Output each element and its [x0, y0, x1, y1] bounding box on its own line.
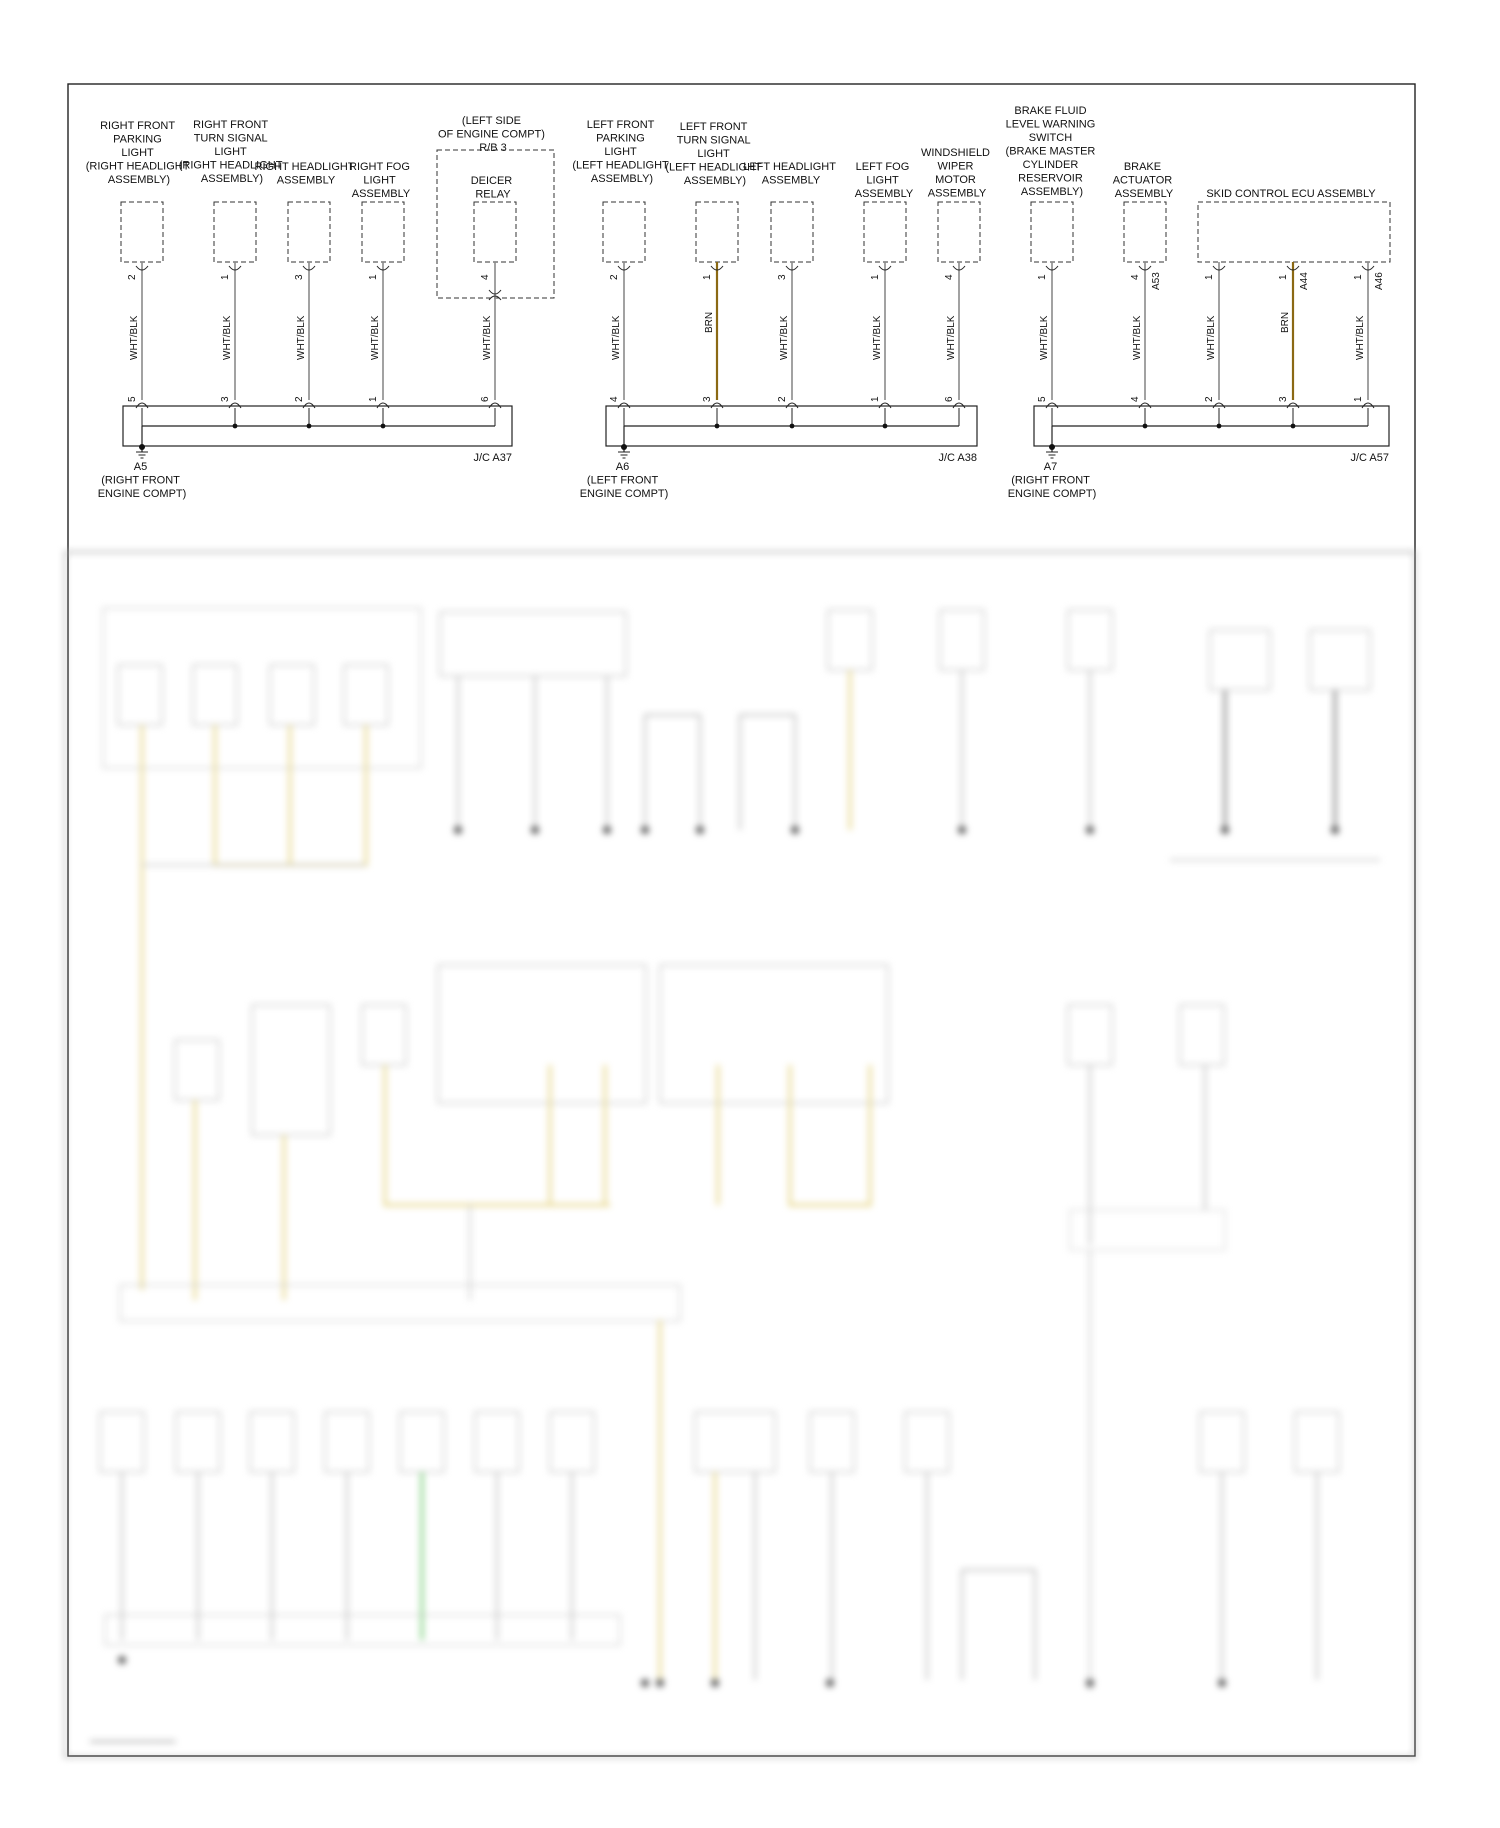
- component-brake-actuator-assembly: [1124, 202, 1166, 262]
- label-left-front-parking-light: LEFT FRONT PARKING LIGHT (LEFT HEADLIGHT ASSEMBLY): [572, 119, 669, 185]
- blurred-wire: [962, 1570, 1035, 1680]
- blurred-box: [362, 1005, 406, 1065]
- junction-pin: 1: [870, 396, 881, 402]
- blurred-box: [1210, 630, 1270, 690]
- group-jc-a37: [86, 115, 554, 500]
- blurred-dot: [641, 826, 649, 834]
- wire-color-label: WHT/BLK: [946, 315, 957, 360]
- label-left-headlight-assembly: LEFT HEADLIGHT ASSEMBLY: [743, 161, 836, 187]
- ground-symbol: [1046, 452, 1058, 458]
- ground-label: A6 (LEFT FRONT ENGINE COMPT): [579, 461, 669, 500]
- junction-connector-label: J/C A37: [473, 452, 512, 464]
- blurred-box: [660, 965, 888, 1103]
- blurred-box: [344, 665, 388, 725]
- blurred-dot: [696, 826, 704, 834]
- blurred-wire: [215, 725, 366, 865]
- label-right-headlight-assembly: RIGHT HEADLIGHT ASSEMBLY: [254, 161, 355, 187]
- blurred-lower-section: [65, 552, 1415, 1757]
- blurred-dot: [454, 826, 462, 834]
- blurred-box: [103, 608, 421, 768]
- blurred-wire: [962, 670, 1090, 830]
- blurred-wire: [1090, 1065, 1205, 1245]
- component-brake-fluid-level-warning-switch: [1031, 202, 1073, 262]
- top-section: [86, 105, 1390, 500]
- pin-label: 4: [944, 274, 955, 280]
- blurred-dot: [791, 826, 799, 834]
- wire-color-label: WHT/BLK: [1206, 315, 1217, 360]
- blurred-box: [250, 1412, 294, 1472]
- pin-label: 4: [1130, 274, 1141, 280]
- blurred-box: [175, 1040, 219, 1100]
- junction-pin: 4: [1130, 396, 1141, 402]
- component-left-fog-light-assembly: [864, 202, 906, 262]
- blurred-dot: [1221, 826, 1229, 834]
- blurred-box: [550, 1412, 594, 1472]
- blurred-box: [1070, 1210, 1225, 1250]
- blurred-text: ───────────: [90, 1736, 176, 1748]
- pin-label: 1: [220, 274, 231, 280]
- junction-pin: 3: [220, 396, 231, 402]
- pin-label: 1: [1278, 274, 1289, 280]
- blurred-box: [1180, 1005, 1224, 1065]
- component-left-front-parking-light: [603, 202, 645, 262]
- blurred-box: [695, 1412, 775, 1472]
- blurred-wire: [1225, 690, 1335, 830]
- pin-label: 2: [127, 274, 138, 280]
- label-rb3-location: (LEFT SIDE OF ENGINE COMPT) R/B 3: [437, 115, 545, 154]
- blurred-wire: [195, 1100, 284, 1300]
- label-skid-control-ecu-assembly: SKID CONTROL ECU ASSEMBLY: [1206, 188, 1376, 200]
- label-brake-fluid-level-warning-switch: BRAKE FLUID LEVEL WARNING SWITCH (BRAKE MASTER CYLINDER RESERVOIR ASSEMBLY): [1005, 105, 1096, 198]
- pin-label: 2: [609, 274, 620, 280]
- splice-dot: [307, 424, 312, 429]
- label-right-fog-light-assembly: RIGHT FOG LIGHT ASSEMBLY: [349, 161, 411, 200]
- component-deicer-relay: [474, 202, 516, 262]
- wire-color-label: WHT/BLK: [129, 315, 140, 360]
- pin-label: 1: [1037, 274, 1048, 280]
- pin-label: 1: [702, 274, 713, 280]
- blurred-box: [100, 1412, 144, 1472]
- blurred-box: [810, 1412, 854, 1472]
- pin-label: 3: [777, 274, 788, 280]
- junction-pin: 4: [609, 396, 620, 402]
- wire-color-label: BRN: [704, 311, 715, 333]
- blurred-box: [905, 1412, 949, 1472]
- label-windshield-wiper-motor: WINDSHIELD WIPER MOTOR ASSEMBLY: [920, 147, 990, 200]
- blurred-box: [325, 1412, 369, 1472]
- ground-label: A7 (RIGHT FRONT ENGINE COMPT): [1007, 461, 1097, 500]
- ground-label: A5 (RIGHT FRONT ENGINE COMPT): [97, 461, 187, 500]
- splice-dot: [381, 424, 386, 429]
- junction-pin: 5: [1037, 396, 1048, 402]
- splice-dot: [1217, 424, 1222, 429]
- component-right-front-turn-signal-light: [214, 202, 256, 262]
- blurred-wire: [458, 676, 607, 830]
- label-left-front-turn-signal-light: LEFT FRONT TURN SIGNAL LIGHT (LEFT HEADLIGHT ASSEMBLY): [665, 121, 762, 187]
- blurred-dot: [1086, 826, 1094, 834]
- blurred-dot: [656, 1679, 664, 1687]
- ground-symbol: [618, 452, 630, 458]
- junction-pin: 3: [1278, 396, 1289, 402]
- wire-color-label: WHT/BLK: [779, 315, 790, 360]
- component-windshield-wiper-motor: [938, 202, 980, 262]
- junction-pin: 1: [1353, 396, 1364, 402]
- blurred-box: [120, 1285, 680, 1321]
- pin-label: 1: [368, 274, 379, 280]
- splice-dot: [1143, 424, 1148, 429]
- component-left-headlight-assembly: [771, 202, 813, 262]
- pin-label: 3: [294, 274, 305, 280]
- blurred-box: [1295, 1412, 1339, 1472]
- blurred-box: [118, 665, 162, 725]
- pin-label: 1: [870, 274, 881, 280]
- component-skid-control-ecu-assembly: [1198, 202, 1390, 262]
- label-brake-actuator-assembly: BRAKE ACTUATOR ASSEMBLY: [1112, 161, 1174, 200]
- ground-symbol: [136, 452, 148, 458]
- blurred-box: [438, 965, 646, 1103]
- wire-color-label: BRN: [1280, 311, 1291, 333]
- blurred-box: [193, 665, 237, 725]
- junction-pin: 1: [368, 396, 379, 402]
- blurred-dot: [711, 1679, 719, 1687]
- blurred-box: [475, 1412, 519, 1472]
- blurred-box: [440, 612, 626, 676]
- splice-dot: [715, 424, 720, 429]
- wire-color-label: WHT/BLK: [872, 315, 883, 360]
- junction-pin: 5: [127, 396, 138, 402]
- blurred-dot: [1086, 1679, 1094, 1687]
- blurred-box: [105, 1615, 620, 1645]
- pin-label: 1: [1204, 274, 1215, 280]
- splice-dot: [790, 424, 795, 429]
- blurred-box: [1068, 610, 1112, 670]
- blurred-box: [1200, 1412, 1244, 1472]
- wire-color-label: WHT/BLK: [482, 315, 493, 360]
- blurred-box: [270, 665, 314, 725]
- connector-code: A46: [1374, 272, 1385, 290]
- pin-label: 4: [480, 274, 491, 280]
- junction-pin: 6: [480, 396, 491, 402]
- splice-dot: [883, 424, 888, 429]
- blurred-dot: [603, 826, 611, 834]
- blurred-dot: [1218, 1679, 1226, 1687]
- junction-pin: 2: [1204, 396, 1215, 402]
- wire-color-label: WHT/BLK: [611, 315, 622, 360]
- blurred-dot: [641, 1679, 649, 1687]
- component-right-fog-light-assembly: [362, 202, 404, 262]
- blurred-box: [400, 1412, 444, 1472]
- blurred-dot: [118, 1656, 126, 1664]
- group-jc-a57: [1006, 105, 1390, 500]
- junction-pin: 6: [944, 396, 955, 402]
- blurred-dot: [826, 1679, 834, 1687]
- blurred-box: [1068, 1005, 1112, 1065]
- label-right-front-parking-light: RIGHT FRONT PARKING LIGHT (RIGHT HEADLIGHT ASSEMBLY): [85, 120, 190, 186]
- wire-color-label: WHT/BLK: [1039, 315, 1050, 360]
- ground-point: [1049, 444, 1055, 450]
- junction-pin: 3: [702, 396, 713, 402]
- component-left-front-turn-signal-light: [696, 202, 738, 262]
- blurred-dot: [958, 826, 966, 834]
- wire-color-label: WHT/BLK: [296, 315, 307, 360]
- label-right-front-turn-signal-light: RIGHT FRONT TURN SIGNAL LIGHT (RIGHT HEADLIGHT ASSEMBLY): [178, 119, 283, 185]
- blurred-dot: [1331, 826, 1339, 834]
- splice-dot: [233, 424, 238, 429]
- junction-connector-label: J/C A38: [938, 452, 977, 464]
- wire-color-label: WHT/BLK: [222, 315, 233, 360]
- connector-code: A44: [1299, 272, 1310, 290]
- wire-color-label: WHT/BLK: [1132, 315, 1143, 360]
- label-left-fog-light-assembly: LEFT FOG LIGHT ASSEMBLY: [854, 161, 914, 200]
- connector-code: A53: [1151, 272, 1162, 290]
- ground-point: [139, 444, 145, 450]
- blurred-wire: [385, 1065, 870, 1205]
- component-right-headlight-assembly: [288, 202, 330, 262]
- splice-dot: [1291, 424, 1296, 429]
- component-right-front-parking-light: [121, 202, 163, 262]
- blurred-box: [1310, 630, 1370, 690]
- label-deicer-relay: DEICER RELAY: [470, 175, 513, 201]
- junction-connector-label: J/C A57: [1350, 452, 1389, 464]
- blurred-dot: [531, 826, 539, 834]
- group-jc-a38: [572, 119, 993, 500]
- pin-label: 1: [1353, 274, 1364, 280]
- ground-point: [621, 444, 627, 450]
- wire-color-label: WHT/BLK: [1355, 315, 1366, 360]
- blurred-box: [828, 610, 872, 670]
- blurred-box: [252, 1005, 330, 1135]
- wire-color-label: WHT/BLK: [370, 315, 381, 360]
- blurred-wire: [645, 715, 795, 830]
- blurred-box: [176, 1412, 220, 1472]
- junction-pin: 2: [294, 396, 305, 402]
- blurred-box: [940, 610, 984, 670]
- junction-pin: 2: [777, 396, 788, 402]
